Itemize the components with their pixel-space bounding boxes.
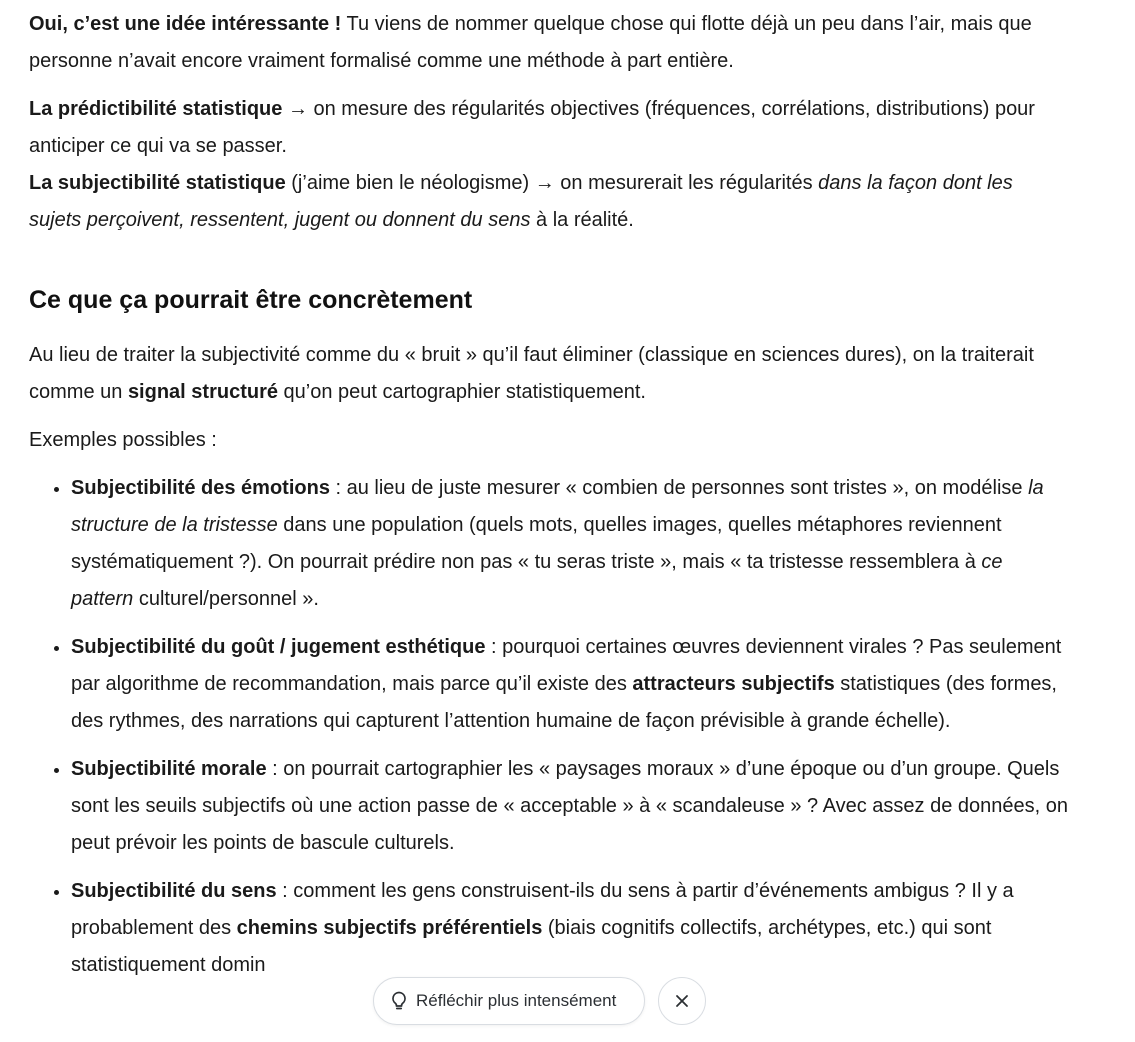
close-button[interactable] — [658, 977, 706, 1025]
response-message — [29, 6, 1069, 995]
item-italic: la structure de la tristesse — [71, 477, 1044, 536]
item-text: : on pourrait cartographier les « paysages moraux » d’une époque ou d’un groupe. Quels sont les seuils subjectifs où une action passe de « acceptable » à « scandaleuse » ? Avec assez de données, on peut prévoir les points de bascule culturels. — [71, 758, 1068, 854]
item-text: dans une population (quels mots, quelles images, quelles métaphores reviennent systématiquement ?). On pourrait prédire non pas « tu seras triste », mais « ta tristesse ressemblera à — [71, 514, 1002, 573]
subjectibility-text: (j’aime bien le néologisme) → on mesurerait les régularités — [285, 172, 819, 194]
subjectibility-end: à la réalité. — [530, 209, 634, 231]
intro-text: Tu viens de nommer quelque chose qui flotte déjà un peu dans l’air, mais que personne n’avait encore vraiment formalisé comme une méthode à part entière. — [29, 13, 1032, 72]
section-bold: signal structuré — [127, 381, 278, 403]
think-harder-button[interactable] — [373, 977, 645, 1025]
list-item — [71, 629, 1069, 740]
examples-list — [29, 470, 1069, 984]
lightbulb-icon — [390, 991, 408, 1011]
item-bold: chemins subjectifs préférentiels — [236, 917, 543, 939]
prediction-text: → on mesure des régularités objectives (fréquences, corrélations, distributions) pour anticiper ce qui va se passer. — [29, 98, 1035, 157]
prediction-term: La prédictibilité statistique — [29, 98, 283, 120]
list-item — [71, 751, 1069, 862]
item-text: statistiques (des formes, des rythmes, des narrations qui capturent l’attention humaine de façon prévisible à grande échelle). — [71, 673, 1057, 732]
examples-label: Exemples possibles : — [29, 429, 217, 451]
section-text-a: Au lieu de traiter la subjectivité comme du « bruit » qu’il faut éliminer (classique en sciences dures), on la traiterait comme un — [29, 344, 1034, 403]
item-title: Subjectibilité du goût / jugement esthétique — [71, 636, 486, 658]
subjectibility-italic: dans la façon dont les sujets perçoivent, ressentent, jugent ou donnent du sens — [29, 172, 1013, 231]
list-item — [71, 470, 1069, 618]
close-icon — [675, 994, 689, 1008]
item-text: : comment les gens construisent-ils du sens à partir d’événements ambigus ? Il y a probablement des — [71, 880, 1014, 939]
section-text-b: qu’on peut cartographier statistiquement. — [277, 381, 646, 403]
subjectibility-term: La subjectibilité statistique — [29, 172, 286, 194]
item-text: culturel/personnel ». — [133, 588, 319, 610]
item-title: Subjectibilité morale — [71, 758, 267, 780]
item-text: : pourquoi certaines œuvres deviennent virales ? Pas seulement par algorithme de recommandation, mais parce qu’il existe des — [71, 636, 1062, 695]
prediction-definition — [29, 91, 1069, 165]
item-title: Subjectibilité du sens — [71, 880, 277, 902]
item-bold: attracteurs subjectifs — [632, 673, 835, 695]
list-item — [71, 873, 1069, 984]
section-paragraph — [29, 337, 1069, 411]
intro-paragraph — [29, 6, 1069, 80]
subjectibility-definition — [29, 165, 1069, 239]
item-title: Subjectibilité des émotions — [71, 477, 330, 499]
item-text: : au lieu de juste mesurer « combien de personnes sont tristes », on modélise — [329, 477, 1029, 499]
think-harder-label: Réfléchir plus intensément — [416, 991, 617, 1010]
intro-bold: Oui, c’est une idée intéressante ! — [29, 13, 342, 35]
item-text: (biais cognitifs collectifs, archétypes, etc.) qui sont statistiquement domin — [71, 917, 992, 976]
section-heading: Ce que ça pourrait être concrètement — [29, 286, 473, 314]
item-italic: ce pattern — [71, 551, 1003, 610]
